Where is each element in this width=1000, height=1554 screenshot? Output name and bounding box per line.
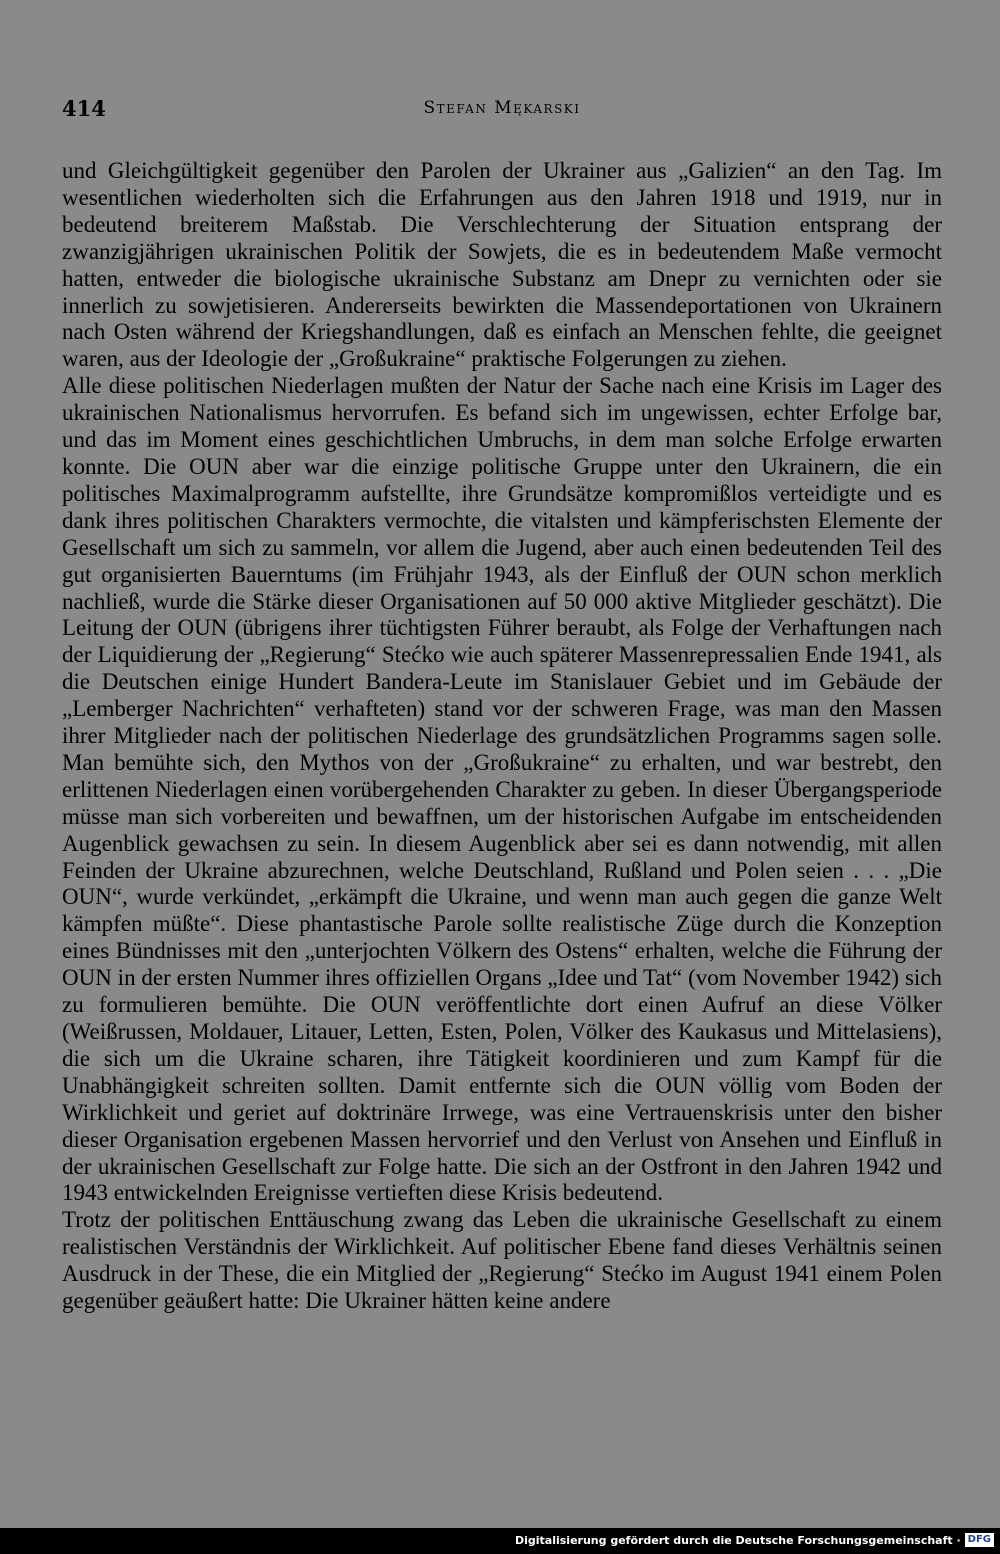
paragraph-2: Alle diese politischen Niederlagen mußten der Natur der Sache nach eine Krisis im Lager des ukrainischen Nationalismus hervorrufen. Es befand sich im ungewissen, echter Erfolge bar, und das im Moment eines geschichtlichen Umbruchs, in dem man solche Erfolge erwarten konnte. Die OUN aber war die einzige politische Gruppe unter den Ukrainern, die ein politisches Maximalprogramm aufstellte, ihre Grundsätze kompromißlos verteidigte und es dank ihres politischen Charakters vermochte, die vitalsten und kämpferischsten Elemente der Gesellschaft um sich zu sammeln, vor allem die Jugend, aber auch einen bedeutenden Teil des gut organisierten Bauerntums (im Frühjahr 1943, als der Einfluß der OUN schon merklich nachließ, wurde die Stärke dieser Organisationen auf 50 000 aktive Mitglieder geschätzt). Die Leitung der OUN (übrigens ihrer tüchtigsten Führer beraubt, als Folge der Verhaftungen nach der Liquidierung der „Regierung“ Stećko wie auch späterer Massenrepressalien Ende 1941, als die Deutschen einige Hundert Bandera-Leute im Stanislauer Gebiet und im Gebäude der „Lemberger Nachrichten“ verhafteten) stand vor der schweren Frage, was man den Massen ihrer Mitglieder nach der politischen Niederlage des grundsätzlichen Programms sagen solle. Man bemühte sich, den Mythos von der „Großukraine“ zu erhalten, und war bestrebt, den erlittenen Niederlagen einen vorübergehenden Charakter zu geben. In dieser Übergangsperiode müsse man sich vorbereiten und bewaffnen, um der historischen Aufgabe im entscheidenden Augenblick gewachsen zu sein. In diesem Augenblick aber sei es dann notwendig, mit allen Feinden der Ukraine abzurechnen, welche Deutschland, Rußland und Polen seien . . . „Die OUN“, wurde verkündet, „erkämpft die Ukraine, und wenn man auch gegen die ganze Welt kämpfen müßte“. Diese phantastische Parole sollte realistische Züge durch die Konzeption eines Bündnisses mit den „unterjochten Völkern des Ostens“ erhalten, welche die Führung der OUN in der ersten Nummer ihres offiziellen Organs „Idee und Tat“ (vom November 1942) sich zu formulieren bemühte. Die OUN veröffentlichte dort einen Aufruf an diese Völker (Weißrussen, Moldauer, Litauer, Letten, Esten, Polen, Völker des Kaukasus und Mittelasiens), die sich um die Ukraine scharen, ihre Tätigkeit koordinieren und zum Kampf für die Unabhängigkeit schreiten sollten. Damit entfernte sich die OUN völlig vom Boden der Wirklichkeit und geriet auf doktrinäre Irrwege, was eine Vertrauenskrisis unter den bisher dieser Organisation ergebenen Massen hervorrief und den Verlust von Ansehen und Einfluß in der ukrainischen Gesellschaft zur Folge hatte. Die sich an der Ostfront in den Jahren 1942 und 1943 entwickelnden Ereignisse vertieften diese Krisis bedeutend. — [62, 373, 942, 1206]
credit-text: Digitalisierung gefördert durch die Deutsche Forschungsgemeinschaft · — [514, 1533, 961, 1547]
body-text — [62, 158, 942, 1315]
paragraph-3: Trotz der politischen Enttäuschung zwang das Leben die ukrainische Gesellschaft zu einem realistischen Verständnis der Wirklichkeit. Auf politischer Ebene fand dieses Verhältnis seinen Ausdruck in der These, die ein Mitglied der „Regierung“ Stećko im August 1941 einem Polen gegenüber geäußert hatte: Die Ukrainer hätten keine andere — [62, 1207, 942, 1314]
running-head: Stefan Mękarski — [423, 98, 581, 118]
page-number: 414 — [62, 96, 106, 121]
page-header — [62, 96, 942, 126]
dfg-logo: DFG — [965, 1533, 994, 1547]
paragraph-1: und Gleichgültigkeit gegenüber den Parolen der Ukrainer aus „Galizien“ an den Tag. Im wesentlichen wiederholten sich die Erfahrungen aus den Jahren 1918 und 1919, nur in bedeutend breiterem Maßstab. Die Verschlechterung der Situation entsprang der zwanzigjährigen ukrainischen Politik der Sowjets, die es in bedeutendem Maße vermocht hatten, entweder die biologische ukrainische Substanz am Dnepr zu vernichten oder sie innerlich zu sowjetisieren. Andererseits bewirkten die Massendeportationen von Ukrainern nach Osten während der Kriegshandlungen, daß es einfach an Menschen fehlte, die geeignet waren, aus der Ideologie der „Großukraine“ praktische Folgerungen zu ziehen. — [62, 158, 942, 372]
digitization-credit — [515, 1533, 994, 1547]
